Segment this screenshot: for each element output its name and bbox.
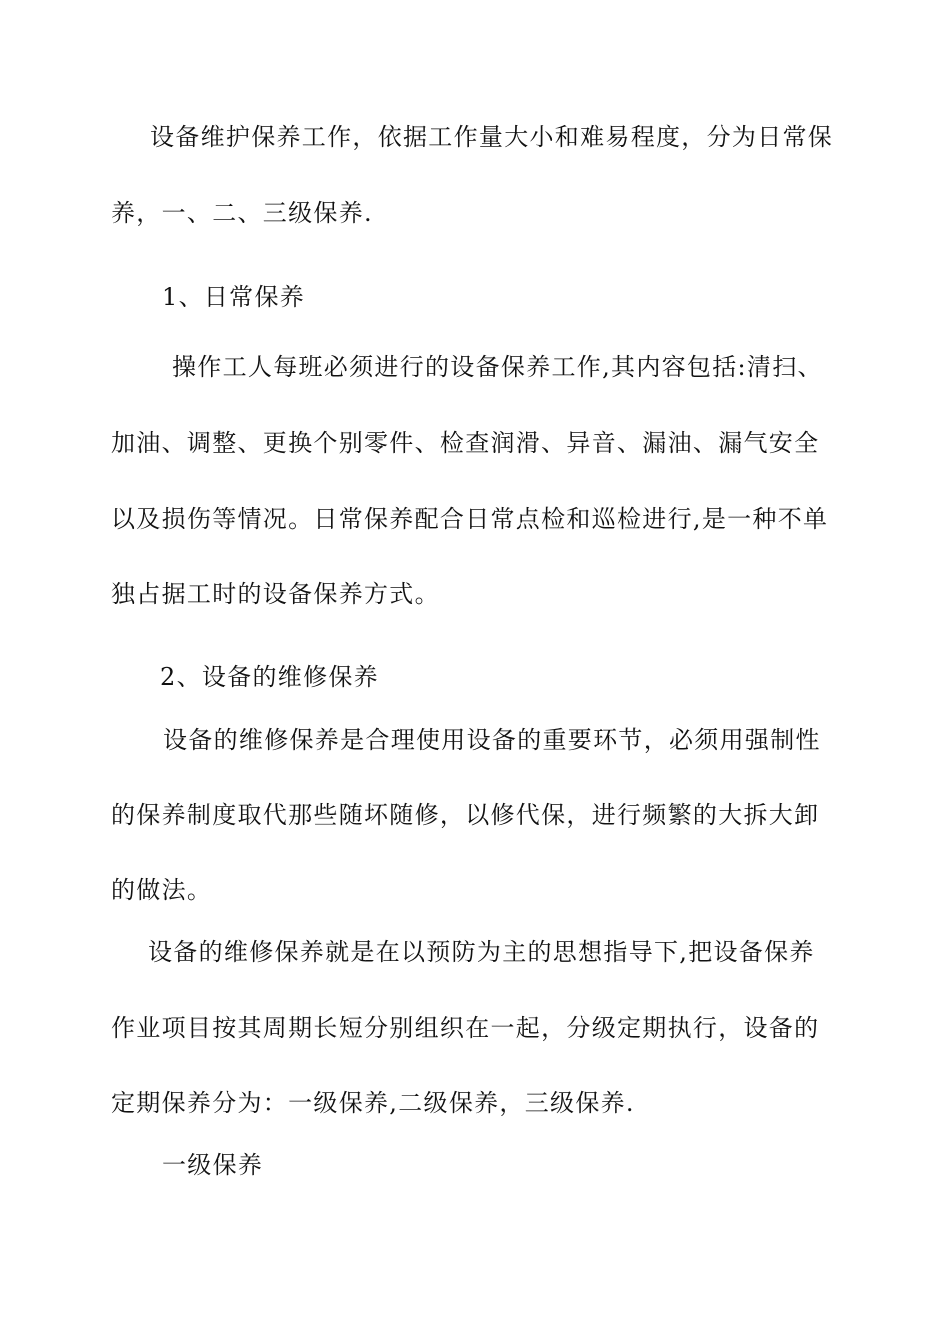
paragraph-daily-line-2: 加油、调整、更换个别零件、检查润滑、异音、漏油、漏气安全 — [111, 429, 820, 457]
paragraph-repair-line-2: 的保养制度取代那些随坏随修，以修代保，进行频繁的大拆大卸 — [111, 801, 820, 829]
paragraph-periodic-line-2: 作业项目按其周期长短分别组织在一起，分级定期执行，设备的 — [111, 1014, 820, 1042]
paragraph-repair-line-3: 的做法。 — [111, 876, 213, 904]
paragraph-daily-line-1: 操作工人每班必须进行的设备保养工作,其内容包括:清扫、 — [172, 353, 823, 381]
paragraph-periodic-line-3: 定期保养分为：一级保养,二级保养，三级保养. — [111, 1089, 635, 1117]
paragraph-daily-line-4: 独占据工时的设备保养方式。 — [111, 580, 440, 608]
heading-repair-maintenance: 2、设备的维修保养 — [160, 663, 379, 691]
paragraph-intro-line-2: 养，一、二、三级保养. — [111, 199, 373, 227]
paragraph-intro-line-1: 设备维护保养工作，依据工作量大小和难易程度，分为日常保 — [150, 123, 834, 151]
heading-daily-maintenance: 1、日常保养 — [162, 283, 306, 311]
paragraph-repair-line-1: 设备的维修保养是合理使用设备的重要环节，必须用强制性 — [163, 726, 821, 754]
paragraph-daily-line-3: 以及损伤等情况。日常保养配合日常点检和巡检进行,是一种不单 — [111, 505, 829, 533]
heading-first-level-maintenance: 一级保养 — [162, 1151, 264, 1179]
paragraph-periodic-line-1: 设备的维修保养就是在以预防为主的思想指导下,把设备保养 — [148, 938, 815, 966]
